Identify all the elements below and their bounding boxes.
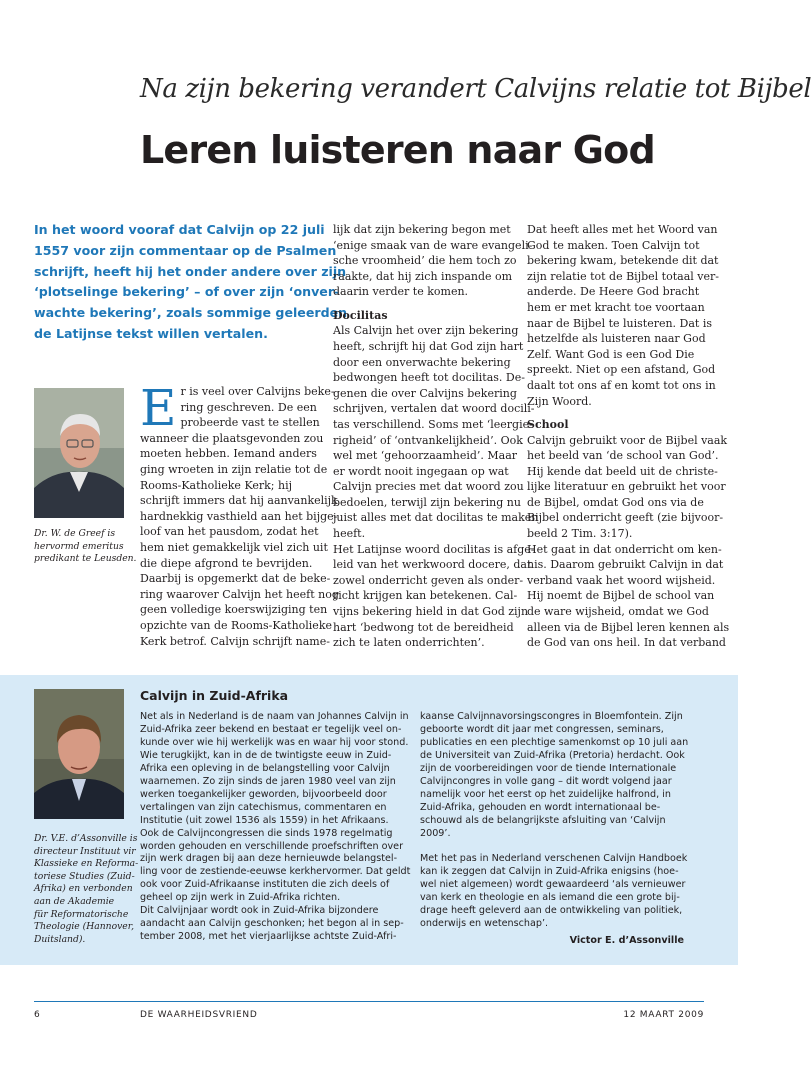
- body-line: beeld 2 Tim. 3:17).: [527, 527, 633, 541]
- body-line: raakte, dat hij zich inspande om: [333, 269, 513, 283]
- subheading-school: School: [527, 417, 569, 431]
- sidebar-line: Dit Calvijnjaar wordt ook in Zuid-Afrika bijzondere: [140, 905, 379, 917]
- sidebar-line: Zuid-Afrika zeer bekend en bestaat er tegelijk veel on-: [140, 723, 402, 735]
- body-column-3: [527, 222, 730, 651]
- body-line: ring waarover Calvijn het heeft nog: [140, 587, 339, 601]
- body-line: Calvijn gebruikt voor de Bijbel vaak: [527, 433, 728, 447]
- body-line: tas verschillend. Soms met ‘leergie-: [333, 417, 533, 431]
- body-line: moeten hebben. Iemand anders: [140, 447, 317, 461]
- sidebar-line: Zuid-Afrika, gehouden en wordt internationaal be-: [420, 801, 661, 813]
- sidebar-line: ling voor de zestiende-eeuwse kerkhervormer. Dat geldt: [140, 866, 411, 878]
- footer-rule: [34, 1001, 704, 1002]
- intro-line: de Latijnse tekst willen vertalen.: [34, 325, 268, 341]
- body-line: geen volledige koerswijziging ten: [140, 603, 328, 617]
- intro-line: In het woord vooraf dat Calvijn op 22 juli: [34, 222, 325, 237]
- caption-line: Afrika) en verbonden: [34, 883, 133, 895]
- sidebar-title: Calvijn in Zuid-Afrika: [140, 688, 289, 703]
- body-line: ging wroeten in zijn relatie tot de: [140, 462, 328, 476]
- sidebar-line: zijn de voorbereidingen voor de tiende Internationale: [420, 762, 677, 774]
- body-line: lijk dat zijn bekering begon met: [333, 223, 511, 236]
- body-line: Calvijn precies met dat woord zou: [333, 480, 524, 494]
- page-number: 6: [34, 1010, 41, 1020]
- sidebar-line: Wie terugkijkt, kan in de de twintigste eeuw in Zuid-: [140, 749, 392, 761]
- intro-line: schrijft, heeft hij het onder andere over zijn: [34, 263, 347, 279]
- body-line: de Bijbel, omdat God ons via de: [527, 495, 704, 509]
- sidebar-line: 2009’.: [420, 827, 451, 839]
- body-line: daalt tot ons af en komt tot ons in: [527, 378, 716, 392]
- subheading-docilitas: Docilitas: [333, 308, 388, 322]
- sidebar-line: waarnemen. Zo zijn sinds de jaren 1980 veel van zijn: [140, 775, 396, 787]
- body-line: zowel onderricht geven als onder-: [333, 573, 524, 587]
- body-line: sche vroomheid’ die hem toch zo: [333, 254, 517, 268]
- body-line: leid van het werkwoord docere, dat: [333, 558, 532, 572]
- body-line: zich te laten onderrichten’.: [333, 636, 485, 650]
- body-line: bedwongen heeft tot docilitas. De-: [333, 371, 525, 385]
- body-line: hardnekkig vasthield aan het bijge-: [140, 509, 338, 523]
- issue-date: 12 MAART 2009: [623, 1010, 704, 1020]
- body-line: richt krijgen kan betekenen. Cal-: [333, 589, 518, 603]
- body-line: Zijn Woord.: [527, 394, 592, 408]
- sidebar-line: vertalingen van zijn catechismus, commentaren en: [140, 801, 387, 813]
- sidebar-line: de Universiteit van Zuid-Afrika (Pretoria) herdacht. Ook: [420, 749, 685, 761]
- body-line: wel met ‘gehoorzaamheid’. Maar: [333, 449, 518, 463]
- sidebar-line: Met het pas in Nederland verschenen Calvijn Handboek: [420, 853, 688, 865]
- body-line: God te maken. Toen Calvijn tot: [527, 238, 700, 252]
- body-line: hem niet gemakkelijk viel zich uit: [140, 540, 328, 554]
- body-line: r is veel over Calvijns beke-: [180, 385, 335, 398]
- body-line: verband vaak het woord wijsheid.: [527, 573, 716, 587]
- intro-line: 1557 voor zijn commentaar op de Psalmen: [34, 242, 337, 258]
- sidebar-column-2: [420, 711, 689, 931]
- sidebar-line: Ook de Calvijncongressen die sinds 1978 regelmatig: [140, 827, 393, 839]
- portrait-photo-icon: [34, 689, 124, 819]
- intro-line: ‘plotselinge bekering’ – of over zijn ‘onver-: [34, 284, 340, 300]
- body-line: Rooms-Katholieke Kerk; hij: [140, 478, 293, 492]
- body-line: heeft.: [333, 527, 366, 541]
- body-line: ring geschreven. De een: [180, 400, 317, 414]
- sidebar-signature: Victor E. d’Assonville: [569, 935, 684, 946]
- body-line: door een onverwachte bekering: [333, 355, 511, 369]
- article-title: Leren luisteren naar God: [140, 128, 655, 172]
- sidebar-line: tember 2008, met het vierjaarlijkse achtste Zuid-Afri-: [140, 931, 397, 943]
- body-line: die diepe afgrond te bevrijden.: [140, 556, 313, 570]
- body-line: spreekt. Niet op een afstand, God: [527, 363, 716, 377]
- body-line: Als Calvijn het over zijn bekering: [333, 324, 519, 338]
- caption-line: toriese Studies (Zuid-: [34, 870, 135, 882]
- body-line: juist alles met dat docilitas te maken: [333, 511, 539, 525]
- body-line: bekering kwam, betekende dit dat: [527, 254, 719, 268]
- body-line: anderde. De Heere God bracht: [527, 285, 700, 299]
- sidebar-line: Afrika een opleving in de belangstelling voor Calvijn: [140, 762, 390, 774]
- sidebar-line: namelijk voor het eerst op het zuidelijke halfrond, in: [420, 788, 671, 800]
- sidebar-line: publicaties en een plechtige samenkomst op 10 juli aan: [420, 736, 689, 748]
- caption-line: für Reformatorische: [34, 908, 129, 920]
- body-line: probeerde vast te stellen: [180, 416, 320, 430]
- sidebar-line: kunde over wie hij werkelijk was en waar hij voor stond.: [140, 736, 409, 748]
- author-photo-dassonville: [34, 689, 124, 819]
- caption-line: Theologie (Hannover,: [34, 921, 135, 933]
- body-line: naar de Bijbel te luisteren. Dat is: [527, 316, 713, 330]
- body-line: heeft, schrijft hij dat God zijn hart: [333, 339, 524, 353]
- body-line: er wordt nooit ingegaan op wat: [333, 464, 509, 478]
- sidebar-line: ook voor Zuid-Afrikaanse instituten die zich deels of: [140, 879, 390, 891]
- body-line: bedoelen, terwijl zijn bekering nu: [333, 495, 521, 509]
- body-line: schrijven, vertalen dat woord docili-: [333, 402, 535, 416]
- body-line: alleen via de Bijbel leren kennen als: [527, 620, 730, 634]
- sidebar-line: Institutie (uit zowel 1536 als 1559) in het Afrikaans.: [140, 814, 389, 826]
- body-line: de ware wijsheid, omdat we God: [527, 605, 709, 619]
- body-line: zijn relatie tot de Bijbel totaal ver-: [527, 269, 719, 283]
- sidebar-line: Calvijncongres in volle gang – dit wordt volgend jaar: [420, 775, 672, 787]
- caption-line: Dr. V.E. d’Assonville is: [34, 833, 138, 844]
- caption-line: directeur Instituut vir: [34, 845, 136, 857]
- drop-cap: E: [140, 379, 177, 437]
- sidebar-line: drage heeft geleverd aan de ontwikkeling van politiek,: [420, 905, 683, 917]
- author-photo-de-greef: [34, 388, 124, 518]
- body-column-2: [333, 222, 539, 651]
- intro-paragraph: [34, 220, 348, 345]
- sidebar-line: werken toegankelijker geworden, bijvoorbeeld door: [140, 788, 387, 800]
- body-line: Hij kende dat beeld uit de christe-: [527, 464, 718, 478]
- caption-line: Duitsland).: [34, 933, 86, 945]
- sidebar-line: zijn werk dragen bij aan deze hernieuwde belangstel-: [140, 853, 398, 865]
- caption-line: hervormd emeritus: [34, 540, 124, 552]
- body-line: hem er met kracht toe voortaan: [527, 300, 705, 314]
- body-column-1: [140, 379, 339, 649]
- body-line: Hij noemt de Bijbel de school van: [527, 589, 715, 603]
- body-line: ‘enige smaak van de ware evangeli-: [333, 238, 533, 252]
- caption-line: Dr. W. de Greef is: [34, 528, 116, 539]
- body-line: lijke literatuur en gebruikt het voor: [527, 480, 726, 494]
- body-line: schrijft immers dat hij aanvankelijk: [140, 494, 338, 508]
- body-line: Het gaat in dat onderricht om ken-: [527, 542, 722, 556]
- body-line: vijns bekering hield in dat God zijn: [333, 605, 529, 619]
- publication-name: DE WAARHEIDSVRIEND: [140, 1010, 258, 1020]
- portrait-photo-icon: [34, 388, 124, 518]
- body-line: het beeld van ‘de school van God’.: [527, 449, 719, 463]
- body-line: righeid’ of ‘ontvankelijkheid’. Ook: [333, 433, 523, 447]
- caption-line: Klassieke en Reforma-: [34, 858, 139, 870]
- sidebar-column-1: [140, 711, 411, 944]
- sidebar-line: kaanse Calvijnnavorsingscongres in Bloemfontein. Zijn: [420, 711, 683, 722]
- caption-line: aan de Akademie: [34, 895, 115, 907]
- body-line: hetzelfde als luisteren naar God: [527, 332, 706, 346]
- caption-line: predikant te Leusden.: [34, 553, 137, 565]
- sidebar-line: wel niet algemeen) wordt gewaardeerd ‘als vernieuwer: [420, 879, 686, 891]
- article-kicker: Na zijn bekering verandert Calvijns relatie tot Bijbel: [140, 74, 811, 104]
- body-line: Kerk betrof. Calvijn schrijft name-: [140, 634, 330, 648]
- photo-caption-dassonville: [34, 833, 139, 946]
- body-line: Bijbel onderricht geeft (zie bijvoor-: [527, 511, 724, 525]
- intro-line: wachte bekering’, zoals sommige geleerden: [34, 305, 348, 321]
- sidebar-line: Net als in Nederland is de naam van Johannes Calvijn in: [140, 711, 409, 722]
- body-line: nis. Daarom gebruikt Calvijn in dat: [527, 558, 724, 572]
- sidebar-line: geboorte wordt dit jaar met congressen, seminars,: [420, 723, 664, 735]
- sidebar-line: onderwijs en wetenschap’.: [420, 918, 549, 930]
- body-line: genen die over Calvijns bekering: [333, 386, 517, 400]
- body-line: Dat heeft alles met het Woord van: [527, 223, 718, 236]
- sidebar-line: van kerk en theologie en als iemand die een grote bij-: [420, 892, 680, 904]
- body-line: opzichte van de Rooms-Katholieke: [140, 618, 332, 632]
- body-line: daarin verder te komen.: [333, 285, 469, 299]
- sidebar-line: schouwd als de belangrijkste afsluiting van ‘Calvijn: [420, 814, 666, 826]
- sidebar-line: geheel op zijn werk in Zuid-Afrika richten.: [140, 892, 341, 904]
- body-line: Het Latijnse woord docilitas is afge-: [333, 542, 535, 556]
- photo-caption-de-greef: [34, 528, 137, 566]
- sidebar-line: worden gehouden en verschillende proefschriften over: [140, 840, 404, 852]
- sidebar-line: aandacht aan Calvijn geschonken; het begon al in sep-: [140, 918, 404, 930]
- body-line: loof van het pausdom, zodat het: [140, 525, 319, 539]
- body-line: de God van ons heil. In dat verband: [527, 636, 726, 650]
- body-line: hart ‘bedwong tot de bereidheid: [333, 620, 514, 634]
- body-line: Daarbij is opgemerkt dat de beke-: [140, 572, 331, 586]
- body-line: wanneer die plaatsgevonden zou: [140, 431, 324, 445]
- body-line: Zelf. Want God is een God Die: [527, 347, 695, 361]
- sidebar-line: kan ik zeggen dat Calvijn in Zuid-Afrika enigsins (hoe-: [420, 866, 679, 878]
